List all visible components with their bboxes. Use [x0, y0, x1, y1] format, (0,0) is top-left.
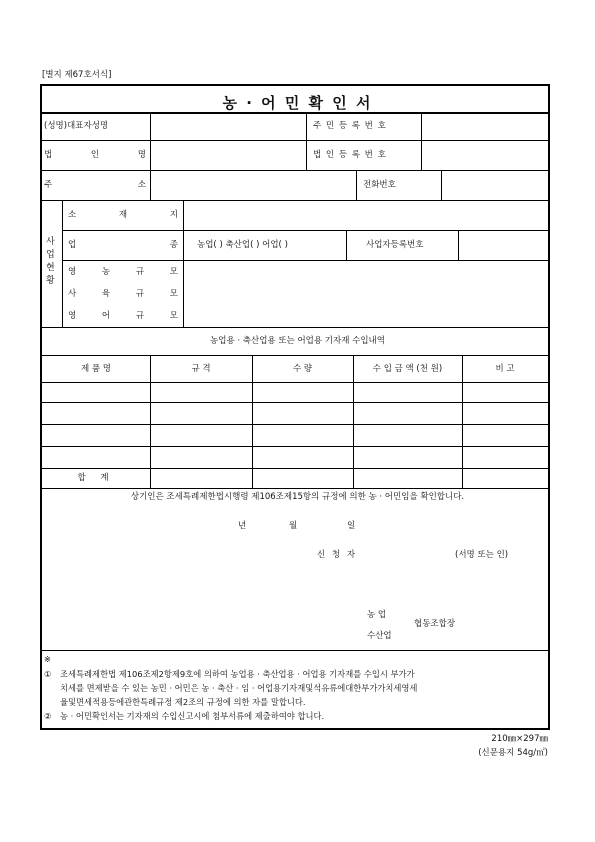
- rule: [42, 424, 548, 425]
- rule: [42, 382, 548, 383]
- business-type-options: 농업( ) 축산업( ) 어업( ): [197, 240, 288, 250]
- note-1-number: ①: [44, 669, 52, 679]
- label-phone: 전화번호: [363, 180, 396, 190]
- rule: [462, 355, 463, 488]
- label-business-type: 업 종: [68, 240, 178, 250]
- rule: [62, 200, 63, 327]
- label-business-reg-number: 사업자등록번호: [366, 240, 424, 250]
- rule: [42, 170, 548, 171]
- rule: [42, 200, 548, 201]
- note-1-line-3: 율및면세적용등에관한특례규정 제2조의 규정에 의한 자를 말합니다.: [60, 697, 306, 707]
- note-2-number: ②: [44, 711, 52, 721]
- label-location: 소 재 지: [68, 210, 178, 220]
- rule: [42, 140, 548, 141]
- date-day: 일: [347, 521, 356, 531]
- rule: [42, 355, 548, 356]
- label-resident-number: 주 민 등 록 번 호: [313, 121, 387, 131]
- rule: [42, 488, 548, 489]
- date-year: 년: [238, 521, 247, 531]
- form-number: [별지 제67호서식]: [42, 70, 112, 80]
- rule: [42, 446, 548, 447]
- rule: [356, 170, 357, 200]
- label-raising-scale: 사 육 규 모: [68, 289, 178, 299]
- confirmer-union: 협동조합장: [414, 619, 456, 629]
- confirmer-agriculture: 농 업: [367, 610, 387, 620]
- rule: [353, 355, 354, 488]
- label-fishing-scale: 영 어 규 모: [68, 311, 178, 321]
- rule: [458, 230, 459, 260]
- label-corporation-reg-number: 법 인 등 록 번 호: [313, 150, 387, 160]
- rule: [62, 260, 548, 261]
- col-header-amount: 수 입 금 액 (천 원): [372, 364, 443, 374]
- label-applicant: 신 청 자: [317, 550, 358, 560]
- label-total: 합 계: [77, 473, 115, 483]
- rule: [306, 112, 307, 170]
- rule: [42, 402, 548, 403]
- paper-type: (신문용지 54g/㎡): [478, 748, 548, 758]
- note-2-text: 농 · 어민확인서는 기자재의 수입신고시에 첨부서류에 제출하여야 합니다.: [60, 711, 325, 721]
- rule: [421, 112, 422, 170]
- rule: [183, 200, 184, 327]
- note-1-line-2: 치세를 면제받을 수 있는 농민 · 어민은 농 · 축산 · 임 · 어업용기자재및석유류에대한부가가치세영세: [60, 683, 418, 693]
- form-title: 농 · 어 민 확 인 서: [222, 94, 373, 112]
- label-address: 주 소: [44, 180, 146, 190]
- import-section-title: 농업용 · 축산업용 또는 어업용 기자재 수입내역: [210, 336, 385, 346]
- applicant-sign-note: (서명 또는 인): [455, 550, 509, 560]
- note-1-line-1: 조세특례제한법 제106조제2항제9호에 의하여 농업용 · 축산업용 · 어업용 기자재를 수입시 부가가: [60, 669, 415, 679]
- confirmer-fisheries: 수산업: [367, 631, 392, 641]
- rule: [441, 170, 442, 200]
- col-header-product: 제 품 명: [80, 364, 112, 374]
- rule: [42, 650, 548, 651]
- label-business-status: 사업현황: [46, 237, 55, 286]
- rule: [62, 230, 548, 231]
- label-representative-name: (성명)대표자성명: [44, 121, 109, 131]
- confirmation-statement: 상기인은 조세특례제한법시행령 제106조제15항의 규정에 의한 농 · 어민임을 확인합니다.: [130, 492, 465, 502]
- notes-mark: ※: [44, 654, 51, 664]
- date-month: 월: [289, 521, 298, 531]
- col-header-quantity: 수 량: [292, 364, 313, 374]
- rule: [42, 468, 548, 469]
- rule: [42, 327, 548, 328]
- rule: [150, 112, 151, 200]
- rule: [346, 230, 347, 260]
- col-header-remarks: 비 고: [495, 364, 515, 374]
- col-header-spec: 규 격: [191, 364, 211, 374]
- rule: [150, 355, 151, 488]
- label-corporation-name: 법 인 명: [44, 150, 146, 160]
- rule: [252, 355, 253, 488]
- rule: [42, 112, 548, 114]
- label-farming-scale: 영 농 규 모: [68, 267, 178, 277]
- paper-size: 210㎜×297㎜: [491, 734, 548, 744]
